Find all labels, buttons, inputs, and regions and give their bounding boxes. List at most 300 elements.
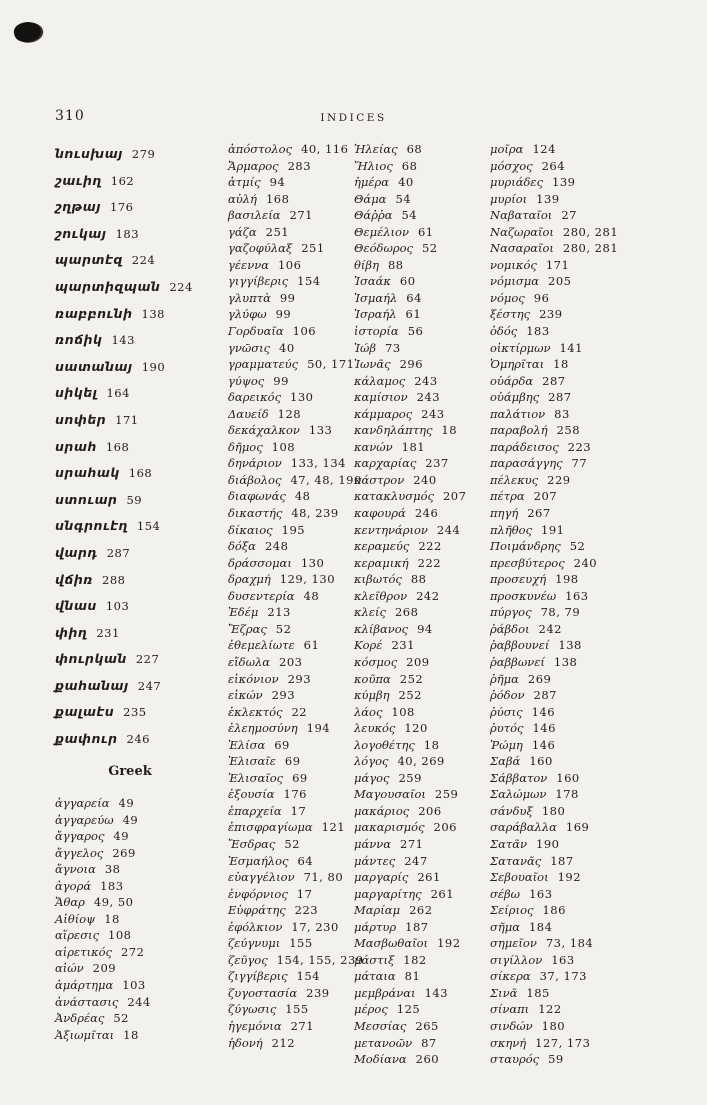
entry-page-numbers: 203 bbox=[279, 654, 303, 669]
entry-word: εὐαγγέλιον bbox=[228, 870, 295, 885]
entry-page-numbers: 261 bbox=[430, 886, 455, 901]
entry-page-numbers: 73 bbox=[385, 340, 401, 355]
index-entry bbox=[55, 944, 151, 961]
entry-page-numbers: 138 bbox=[558, 638, 582, 653]
index-entry bbox=[490, 819, 618, 836]
entry-page-numbers: 61 bbox=[417, 224, 434, 239]
index-entry bbox=[490, 191, 618, 208]
index-entry bbox=[228, 488, 364, 505]
index-entry bbox=[354, 1018, 466, 1035]
index-entry bbox=[55, 1027, 151, 1044]
entry-word: Αἰθίοψ bbox=[55, 911, 96, 926]
entry-page-numbers: 154 bbox=[296, 969, 320, 984]
entry-page-numbers: 169 bbox=[565, 820, 590, 835]
index-entry bbox=[354, 141, 466, 158]
entry-page-numbers: 133, 134 bbox=[290, 456, 346, 471]
entry-word: ἱστορία bbox=[354, 324, 399, 339]
index-entry bbox=[354, 174, 466, 191]
entry-word: μοῖρα bbox=[490, 142, 524, 156]
entry-page-numbers: 40, 116 bbox=[301, 142, 349, 156]
index-entry bbox=[490, 886, 618, 903]
entry-page-numbers: 56 bbox=[407, 324, 424, 339]
entry-page-numbers: 99 bbox=[273, 373, 289, 388]
entry-page-numbers: 185 bbox=[526, 985, 550, 1000]
entry-page-numbers: 168 bbox=[128, 466, 153, 481]
entry-page-numbers: 48 bbox=[303, 588, 320, 603]
entry-page-numbers: 154, 155, 239 bbox=[276, 952, 364, 967]
index-entry bbox=[354, 158, 466, 175]
entry-page-numbers: 52 bbox=[275, 621, 292, 636]
entry-word: նուսխայ bbox=[55, 146, 123, 161]
entry-word: Μασβωθαῖοι bbox=[354, 936, 429, 951]
entry-word: μακαρισμός bbox=[354, 820, 425, 835]
entry-word: μετανοῶν bbox=[354, 1035, 413, 1050]
entry-word: μέρος bbox=[354, 1002, 388, 1017]
entry-word: ἀτμίς bbox=[228, 175, 261, 190]
entry-word: κόσμος bbox=[354, 654, 398, 669]
entry-page-numbers: 267 bbox=[527, 506, 551, 521]
entry-page-numbers: 162 bbox=[110, 173, 135, 188]
entry-page-numbers: 224 bbox=[131, 253, 156, 268]
entry-word: ἡγεμόνια bbox=[228, 1018, 282, 1033]
index-entry bbox=[354, 588, 466, 605]
entry-page-numbers: 139 bbox=[552, 175, 576, 190]
index-entry bbox=[354, 257, 466, 274]
index-entry bbox=[55, 620, 193, 647]
entry-page-numbers: 213 bbox=[267, 605, 291, 620]
entry-page-numbers: 243 bbox=[421, 406, 445, 421]
index-entry bbox=[354, 389, 466, 406]
entry-page-numbers: 99 bbox=[279, 290, 296, 305]
index-entry bbox=[490, 770, 618, 787]
index-entry bbox=[354, 637, 466, 654]
index-entry bbox=[490, 340, 618, 357]
entry-page-numbers: 154 bbox=[136, 519, 161, 534]
index-entry bbox=[354, 853, 466, 870]
entry-word: μυριάδες bbox=[490, 175, 544, 190]
index-entry bbox=[354, 522, 466, 539]
index-entry bbox=[55, 673, 193, 700]
entry-word: Δαυείδ bbox=[228, 406, 269, 421]
entry-word: ζύγωσις bbox=[228, 1002, 277, 1017]
index-entry bbox=[55, 434, 193, 461]
entry-page-numbers: 99 bbox=[275, 307, 292, 322]
index-entry bbox=[228, 803, 364, 820]
entry-word: ἐθεμελίωτε bbox=[228, 638, 295, 653]
entry-word: Σείριος bbox=[490, 903, 534, 918]
entry-word: ζυγοστασία bbox=[228, 985, 298, 1000]
index-entry bbox=[354, 803, 466, 820]
index-entry bbox=[354, 654, 466, 671]
index-entry bbox=[490, 505, 618, 522]
entry-word: δῆμος bbox=[228, 439, 263, 454]
entry-word: Μαγουσαῖοι bbox=[354, 787, 426, 802]
entry-page-numbers: 120 bbox=[404, 721, 428, 736]
entry-page-numbers: 40, 269 bbox=[397, 754, 445, 769]
entry-word: Ἰώβ bbox=[354, 340, 377, 355]
index-entry bbox=[228, 141, 364, 158]
index-entry bbox=[354, 356, 466, 373]
index-entry bbox=[354, 340, 466, 357]
index-entry bbox=[490, 952, 618, 969]
entry-page-numbers: 108 bbox=[391, 704, 415, 719]
entry-word: προσκυνέω bbox=[490, 588, 557, 603]
index-entry bbox=[228, 1035, 364, 1052]
entry-page-numbers: 143 bbox=[111, 333, 135, 348]
entry-word: Ἐλισαῖος bbox=[228, 770, 284, 785]
entry-word: οὐάρδα bbox=[490, 373, 534, 388]
index-entry bbox=[55, 911, 151, 928]
index-entry bbox=[490, 637, 618, 654]
entry-page-numbers: 207 bbox=[442, 489, 467, 504]
entry-word: σιγίλλον bbox=[490, 952, 543, 967]
entry-page-numbers: 212 bbox=[271, 1035, 296, 1050]
index-entry bbox=[228, 919, 364, 936]
index-entry bbox=[228, 1001, 364, 1018]
index-entry bbox=[490, 240, 618, 257]
index-entry bbox=[354, 604, 466, 621]
index-entry bbox=[354, 488, 466, 505]
index-entry bbox=[490, 224, 618, 241]
index-entry bbox=[354, 869, 466, 886]
index-entry bbox=[490, 174, 618, 191]
entry-page-numbers: 96 bbox=[533, 290, 550, 305]
index-entry bbox=[354, 621, 466, 638]
entry-word: κλίβανος bbox=[354, 621, 409, 636]
entry-page-numbers: 231 bbox=[391, 638, 415, 653]
entry-page-numbers: 54 bbox=[401, 208, 418, 223]
entry-word: ἐνφόρνιος bbox=[228, 886, 288, 901]
entry-word: ἡδονή bbox=[228, 1035, 263, 1050]
entry-page-numbers: 168 bbox=[105, 439, 130, 454]
entry-word: Θεόδωρος bbox=[354, 241, 413, 256]
entry-word: κεραμική bbox=[354, 555, 409, 570]
index-entry bbox=[354, 919, 466, 936]
entry-page-numbers: 128 bbox=[277, 406, 302, 421]
index-entry bbox=[490, 621, 618, 638]
entry-word: κεντηνάριον bbox=[354, 522, 428, 537]
page-number: 310 bbox=[55, 108, 85, 124]
entry-word: փիղ bbox=[55, 624, 88, 640]
index-entry bbox=[490, 373, 618, 390]
index-entry bbox=[354, 505, 466, 522]
entry-word: καφουρά bbox=[354, 506, 406, 521]
entry-page-numbers: 239 bbox=[306, 985, 330, 1000]
entry-word: πηγή bbox=[490, 506, 519, 521]
entry-word: μεμβράναι bbox=[354, 985, 416, 1000]
index-entry bbox=[354, 191, 466, 208]
entry-word: αἵρεσις bbox=[55, 928, 100, 943]
entry-page-numbers: 71, 80 bbox=[303, 870, 344, 885]
entry-page-numbers: 160 bbox=[529, 754, 553, 769]
entry-word: Εὐφράτης bbox=[228, 903, 286, 918]
index-entry bbox=[228, 191, 364, 208]
entry-word: οὐάμβης bbox=[490, 390, 540, 405]
index-entry bbox=[490, 290, 618, 307]
entry-word: γραμματεύς bbox=[228, 357, 299, 372]
entry-page-numbers: 244 bbox=[127, 994, 151, 1009]
index-entry bbox=[228, 373, 364, 390]
entry-word: Ἄρμαρος bbox=[228, 158, 279, 173]
entry-page-numbers: 271 bbox=[289, 208, 313, 223]
index-entry bbox=[490, 869, 618, 886]
entry-word: ξέστης bbox=[490, 307, 531, 322]
entry-word: ἀγγαρεύω bbox=[55, 812, 114, 827]
entry-word: σίκερα bbox=[490, 969, 531, 984]
entry-page-numbers: 187 bbox=[550, 853, 574, 868]
index-entry bbox=[55, 894, 151, 911]
entry-word: Γορδυαῖα bbox=[228, 324, 284, 339]
entry-word: Σεβουαῖοι bbox=[490, 870, 549, 885]
entry-word: σίναπι bbox=[490, 1002, 530, 1017]
entry-word: γάζα bbox=[228, 224, 257, 239]
entry-word: δόξα bbox=[228, 539, 256, 554]
index-entry bbox=[228, 720, 364, 737]
entry-word: μάννα bbox=[354, 836, 391, 851]
entry-page-numbers: 61 bbox=[303, 638, 320, 653]
entry-page-numbers: 293 bbox=[271, 688, 296, 703]
index-entry bbox=[354, 406, 466, 423]
entry-word: ἀνάστασις bbox=[55, 994, 119, 1009]
entry-page-numbers: 164 bbox=[106, 386, 130, 401]
entry-word: σταυρός bbox=[490, 1052, 540, 1067]
entry-word: μακάριος bbox=[354, 803, 410, 818]
entry-word: ἐπαρχεία bbox=[228, 803, 282, 818]
entry-word: κατακλυσμός bbox=[354, 489, 434, 504]
entry-word: վարդ bbox=[55, 544, 98, 560]
entry-word: քահանայ bbox=[55, 677, 129, 693]
entry-page-numbers: 222 bbox=[417, 555, 442, 570]
entry-word: νόμος bbox=[490, 290, 525, 305]
index-entry bbox=[354, 985, 466, 1002]
index-entry bbox=[228, 753, 364, 770]
entry-page-numbers: 69 bbox=[284, 754, 301, 769]
entry-page-numbers: 139 bbox=[536, 191, 560, 206]
entry-word: ἀγορά bbox=[55, 878, 92, 893]
index-entry bbox=[228, 472, 364, 489]
entry-page-numbers: 88 bbox=[410, 572, 427, 587]
entry-word: Ναζωραῖοι bbox=[490, 224, 554, 239]
index-entry bbox=[354, 968, 466, 985]
index-entry bbox=[228, 985, 364, 1002]
entry-word: Κορέ bbox=[354, 638, 383, 653]
index-entry bbox=[490, 389, 618, 406]
entry-page-numbers: 133 bbox=[308, 423, 333, 438]
entry-word: γλυπτὰ bbox=[228, 290, 271, 305]
entry-page-numbers: 252 bbox=[399, 671, 424, 686]
index-entry bbox=[228, 340, 364, 357]
entry-page-numbers: 69 bbox=[292, 770, 308, 785]
entry-word: Ἔσδρας bbox=[228, 836, 276, 851]
entry-word: διάβολος bbox=[228, 472, 282, 487]
index-entry bbox=[490, 422, 618, 439]
entry-page-numbers: 48, 239 bbox=[291, 506, 339, 521]
greek-index-column-3 bbox=[354, 141, 466, 1068]
entry-page-numbers: 49 bbox=[118, 796, 135, 810]
index-entry bbox=[490, 935, 618, 952]
index-entry bbox=[55, 354, 193, 381]
entry-page-numbers: 279 bbox=[131, 147, 156, 161]
entry-word: πέτρα bbox=[490, 489, 525, 504]
index-entry bbox=[354, 555, 466, 572]
entry-word: շաւիղ bbox=[55, 172, 102, 188]
index-entry bbox=[354, 770, 466, 787]
index-entry bbox=[490, 704, 618, 721]
entry-word: ῥόδον bbox=[490, 688, 525, 703]
entry-word: սրահ bbox=[55, 438, 97, 454]
entry-page-numbers: 271 bbox=[290, 1018, 315, 1033]
entry-page-numbers: 296 bbox=[399, 357, 424, 372]
entry-page-numbers: 17 bbox=[290, 803, 307, 818]
index-entry bbox=[490, 273, 618, 290]
index-entry bbox=[490, 671, 618, 688]
entry-word: κανών bbox=[354, 439, 393, 454]
entry-word: αἰών bbox=[55, 961, 84, 976]
index-entry bbox=[55, 460, 193, 487]
entry-word: μαργαρίτης bbox=[354, 886, 422, 901]
index-entry bbox=[228, 654, 364, 671]
index-entry bbox=[228, 1018, 364, 1035]
index-entry bbox=[228, 952, 364, 969]
index-entry bbox=[228, 819, 364, 836]
entry-word: γέεννα bbox=[228, 257, 269, 272]
entry-page-numbers: 106 bbox=[277, 257, 302, 272]
index-entry bbox=[55, 168, 193, 195]
index-entry bbox=[490, 604, 618, 621]
entry-word: δαρεικός bbox=[228, 390, 282, 405]
entry-word: քալաէս bbox=[55, 704, 115, 720]
entry-word: λογοθέτης bbox=[354, 737, 415, 752]
entry-word: Ἰωνᾶς bbox=[354, 357, 391, 372]
entry-page-numbers: 60 bbox=[399, 274, 416, 289]
index-entry bbox=[55, 327, 193, 354]
index-entry bbox=[490, 522, 618, 539]
entry-word: μυρίοι bbox=[490, 191, 528, 206]
index-entry bbox=[228, 704, 364, 721]
entry-page-numbers: 52 bbox=[113, 1011, 129, 1026]
entry-word: ἄγγελος bbox=[55, 845, 104, 860]
entry-word: κάστρον bbox=[354, 472, 405, 487]
index-entry bbox=[55, 878, 151, 895]
entry-word: ἐλεημοσύνη bbox=[228, 721, 298, 736]
entry-page-numbers: 222 bbox=[418, 539, 442, 554]
entry-page-numbers: 88 bbox=[387, 257, 404, 272]
entry-page-numbers: 239 bbox=[539, 307, 563, 322]
entry-page-numbers: 209 bbox=[92, 961, 117, 976]
entry-page-numbers: 171 bbox=[115, 412, 139, 427]
index-entry bbox=[490, 455, 618, 472]
entry-page-numbers: 122 bbox=[538, 1002, 562, 1017]
entry-word: μάταια bbox=[354, 969, 396, 984]
entry-page-numbers: 265 bbox=[415, 1018, 439, 1033]
entry-word: Σινᾶ bbox=[490, 985, 518, 1000]
entry-word: πέλεκυς bbox=[490, 472, 539, 487]
index-entry bbox=[490, 1018, 618, 1035]
index-entry bbox=[354, 373, 466, 390]
entry-page-numbers: 205 bbox=[548, 274, 572, 289]
entry-word: καμίσιον bbox=[354, 390, 408, 405]
entry-page-numbers: 146 bbox=[531, 737, 556, 752]
entry-page-numbers: 259 bbox=[398, 770, 422, 785]
index-entry bbox=[354, 439, 466, 456]
index-entry bbox=[55, 407, 193, 434]
entry-page-numbers: 83 bbox=[554, 406, 570, 421]
entry-page-numbers: 269 bbox=[527, 671, 552, 686]
entry-page-numbers: 242 bbox=[416, 588, 440, 603]
index-entry bbox=[55, 567, 193, 594]
index-entry bbox=[228, 886, 364, 903]
entry-word: Ἥλιος bbox=[354, 158, 393, 173]
index-entry bbox=[354, 704, 466, 721]
index-entry bbox=[228, 571, 364, 588]
entry-page-numbers: 130 bbox=[300, 555, 325, 570]
entry-word: ζιγγίβερις bbox=[228, 969, 288, 984]
index-entry bbox=[228, 935, 364, 952]
entry-word: Ἰσαάκ bbox=[354, 274, 391, 289]
index-entry bbox=[490, 406, 618, 423]
entry-word: μαργαρίς bbox=[354, 870, 409, 885]
entry-page-numbers: 64 bbox=[297, 853, 314, 868]
index-entry bbox=[354, 422, 466, 439]
index-entry bbox=[228, 637, 364, 654]
entry-word: παράδεισος bbox=[490, 439, 559, 454]
entry-word: ռոճիկ bbox=[55, 332, 103, 348]
entry-word: λευκός bbox=[354, 721, 396, 736]
entry-page-numbers: 258 bbox=[556, 423, 581, 438]
entry-word: պարտէզ bbox=[55, 252, 123, 268]
index-entry bbox=[490, 323, 618, 340]
index-entry bbox=[228, 505, 364, 522]
index-entry bbox=[490, 836, 618, 853]
entry-page-numbers: 138 bbox=[553, 654, 578, 669]
entry-page-numbers: 190 bbox=[536, 836, 560, 851]
entry-page-numbers: 143 bbox=[424, 985, 449, 1000]
entry-word: շուկայ bbox=[55, 225, 107, 241]
entry-word: Μοδίανα bbox=[354, 1052, 407, 1067]
index-entry bbox=[55, 540, 193, 567]
entry-word: Ἀνδρέας bbox=[55, 1011, 105, 1026]
index-entry bbox=[228, 604, 364, 621]
index-entry bbox=[55, 487, 193, 514]
entry-page-numbers: 54 bbox=[395, 191, 412, 206]
entry-page-numbers: 103 bbox=[105, 599, 130, 614]
entry-word: κάλαμος bbox=[354, 373, 406, 388]
entry-word: μάντες bbox=[354, 853, 396, 868]
index-entry bbox=[55, 380, 193, 407]
index-entry bbox=[354, 671, 466, 688]
entry-page-numbers: 247 bbox=[404, 853, 428, 868]
entry-page-numbers: 18 bbox=[441, 423, 458, 438]
entry-word: εἰκών bbox=[228, 688, 263, 703]
index-entry bbox=[354, 1001, 466, 1018]
entry-word: Σάββατον bbox=[490, 770, 548, 785]
entry-page-numbers: 229 bbox=[547, 472, 571, 487]
entry-page-numbers: 198 bbox=[555, 572, 579, 587]
index-entry bbox=[55, 861, 151, 878]
index-entry bbox=[490, 257, 618, 274]
scan-artifact-blot bbox=[12, 19, 43, 44]
entry-word: ζεῦγος bbox=[228, 952, 268, 967]
entry-word: δυσεντερία bbox=[228, 588, 295, 603]
index-entry bbox=[490, 803, 618, 820]
entry-page-numbers: 261 bbox=[417, 870, 441, 885]
index-entry bbox=[228, 555, 364, 572]
index-entry bbox=[490, 853, 618, 870]
entry-word: շղթայ bbox=[55, 199, 101, 215]
entry-page-numbers: 207 bbox=[533, 489, 558, 504]
entry-page-numbers: 59 bbox=[548, 1052, 564, 1067]
entry-page-numbers: 186 bbox=[542, 903, 566, 918]
